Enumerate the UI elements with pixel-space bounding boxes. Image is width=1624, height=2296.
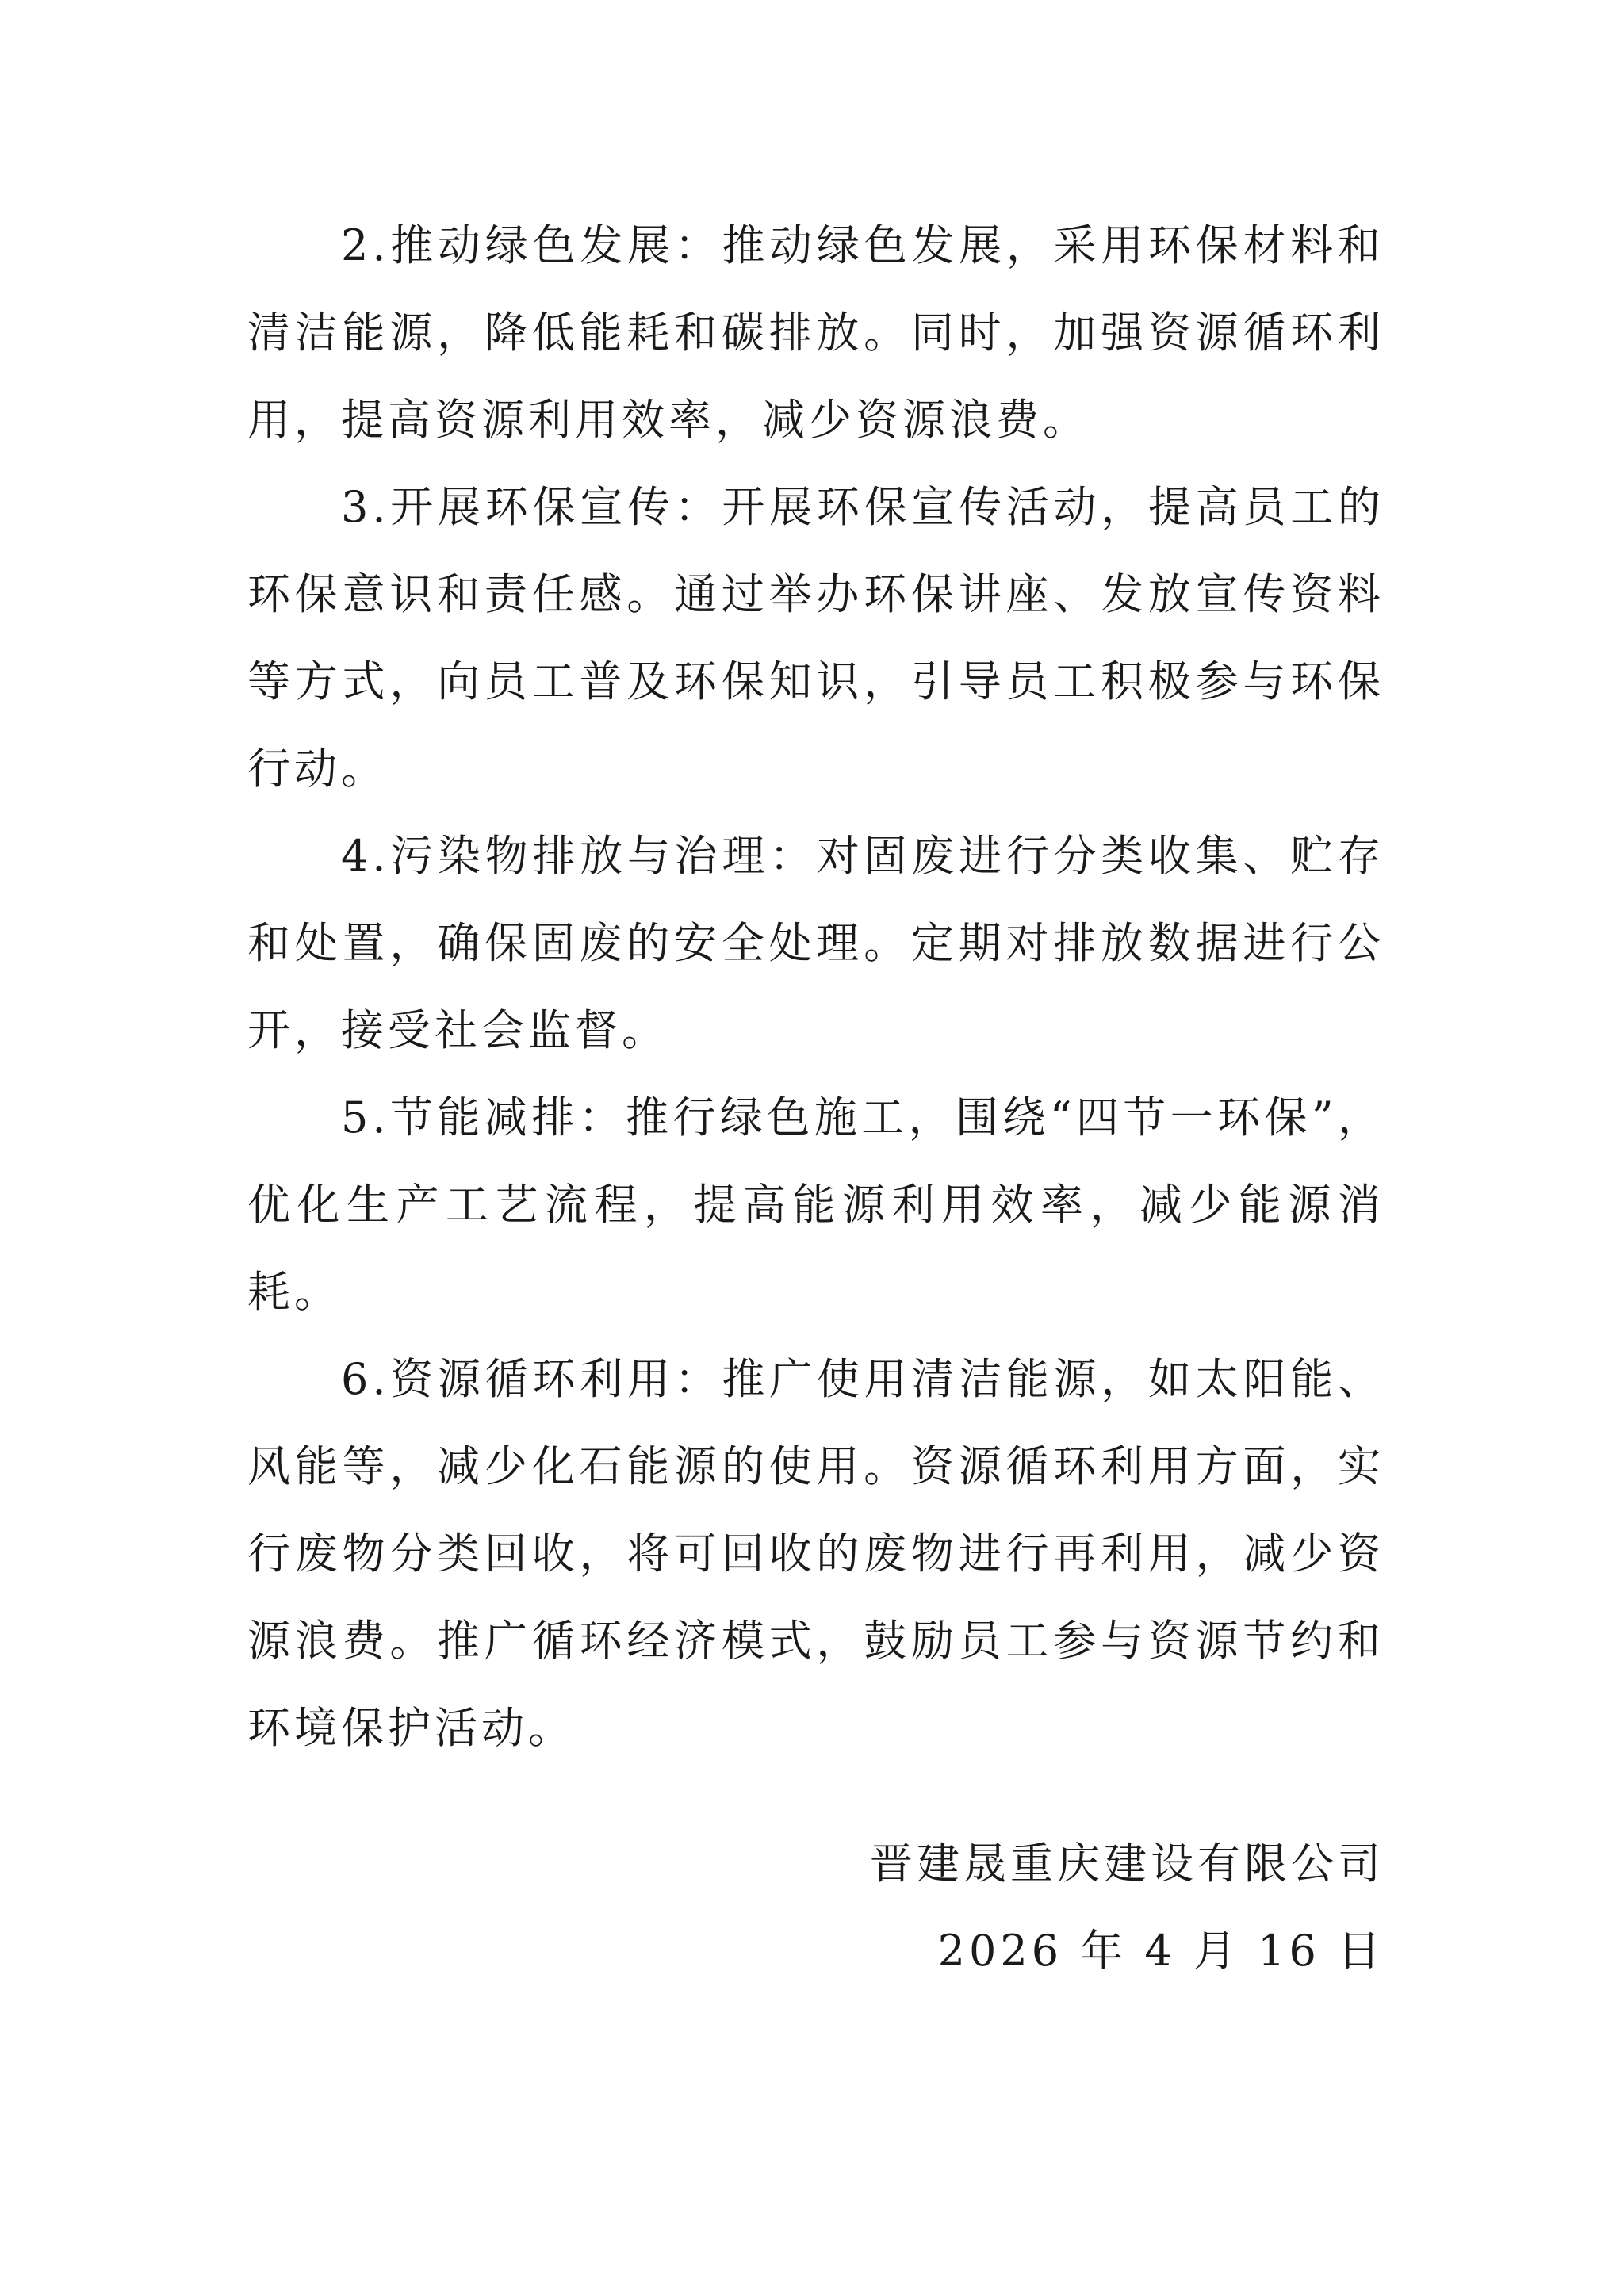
signature-block	[870, 1820, 1385, 1995]
paragraph-pollutant-discharge: 4.污染物排放与治理：对固废进行分类收集、贮存和处置，确保固废的安全处理。定期对排放数据进行公开，接受社会监督。	[247, 831, 1385, 1055]
paragraph-environmental-publicity: 3.开展环保宣传：开展环保宣传活动，提高员工的环保意识和责任感。通过举办环保讲座、发放宣传资料等方式，向员工普及环保知识，引导员工积极参与环保行动。	[247, 482, 1385, 794]
document-body	[247, 202, 1385, 1772]
paragraph-energy-saving: 5.节能减排：推行绿色施工，围绕“四节一环保”，优化生产工艺流程，提高能源利用效率，减少能源消耗。	[247, 1093, 1385, 1317]
document-date: 2026 年 4 月 16 日	[937, 1926, 1385, 1976]
paragraph-resource-recycling: 6.资源循环利用：推广使用清洁能源，如太阳能、风能等，减少化石能源的使用。资源循环利用方面，实行废物分类回收，将可回收的废物进行再利用，减少资源浪费。推广循环经济模式，鼓励员工参与资源节约和环境保护活动。	[247, 1354, 1385, 1753]
paragraph-green-development: 2.推动绿色发展：推动绿色发展，采用环保材料和清洁能源，降低能耗和碳排放。同时，加强资源循环利用，提高资源利用效率，减少资源浪费。	[247, 220, 1385, 445]
company-name: 晋建晟重庆建设有限公司	[870, 1839, 1385, 1888]
